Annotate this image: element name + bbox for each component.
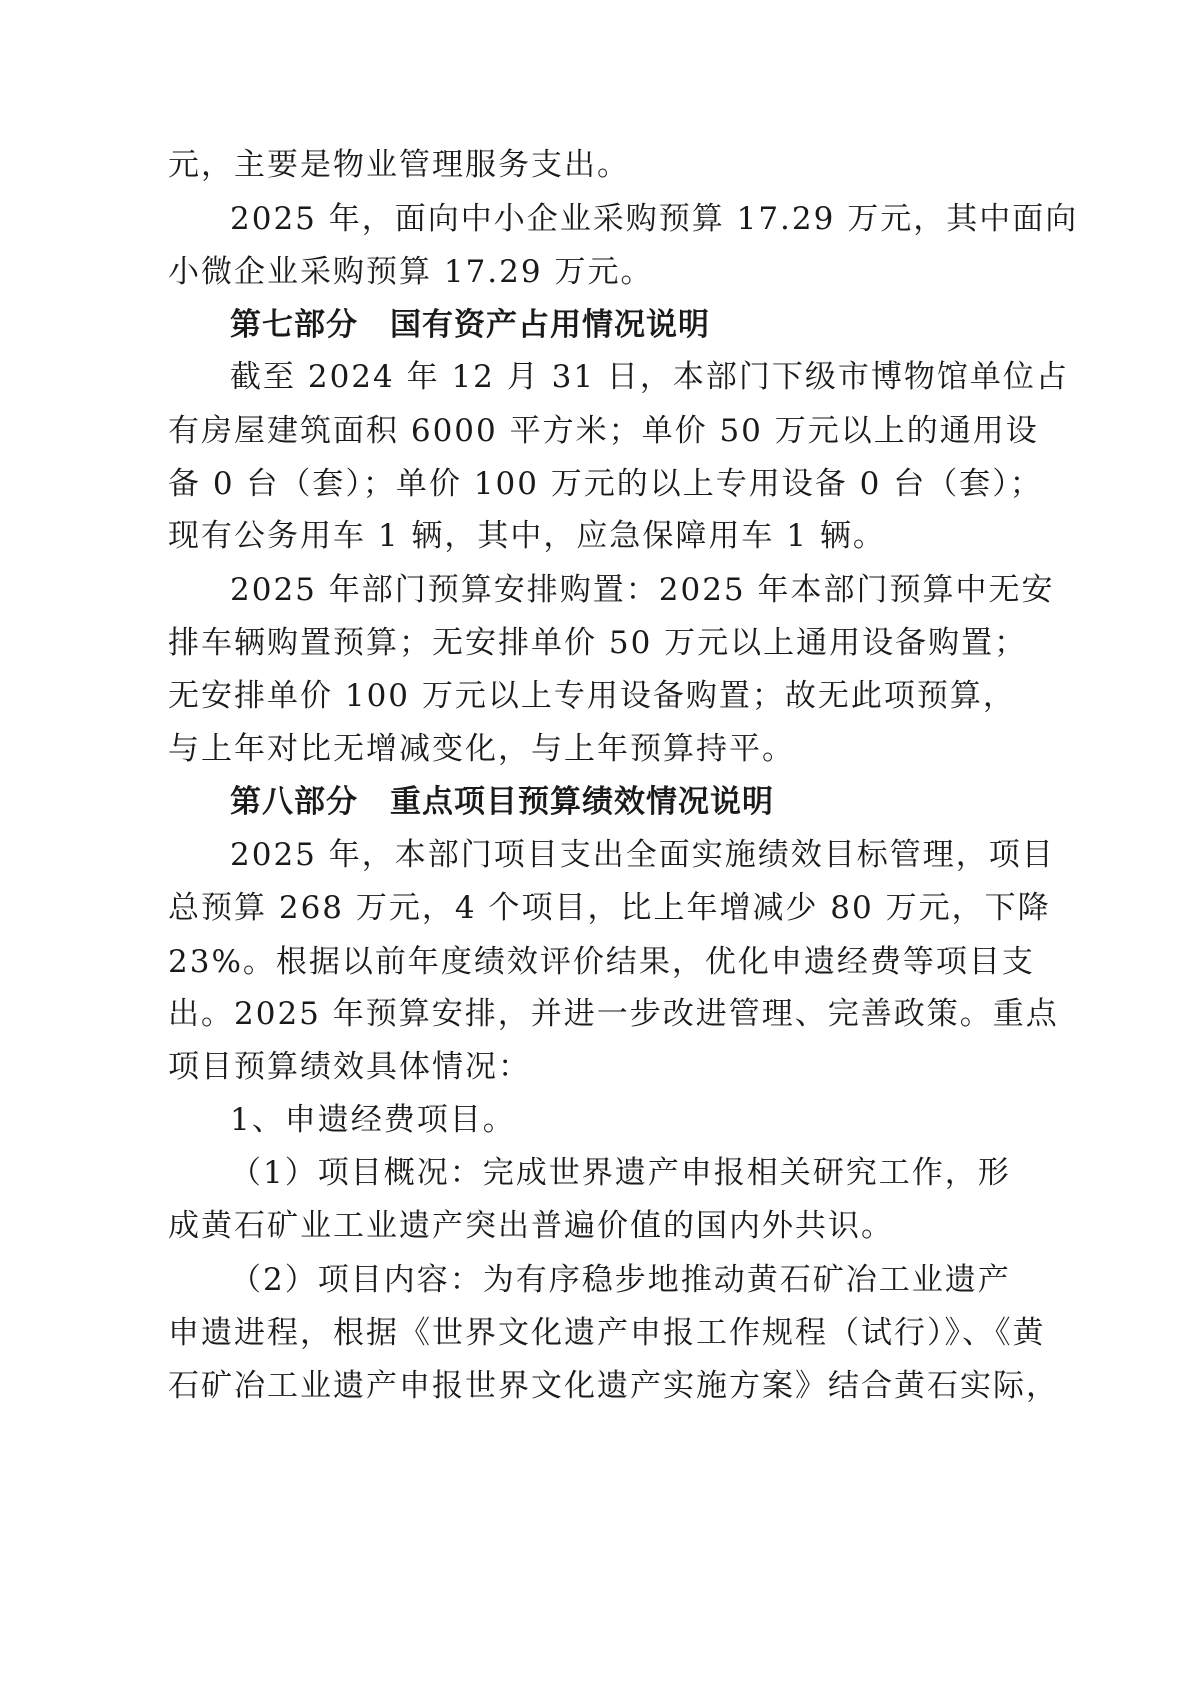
paragraph-line: 石矿冶工业遗产申报世界文化遗产实施方案》结合黄石实际， <box>168 1368 1059 1404</box>
paragraph-line: 23%。根据以前年度绩效评价结果，优化申遗经费等项目支 <box>168 944 1035 980</box>
paragraph-line: 与上年对比无增减变化，与上年预算持平。 <box>168 731 795 767</box>
section-heading-8: 第八部分 重点项目预算绩效情况说明 <box>230 784 774 820</box>
paragraph-line: 2025 年部门预算安排购置：2025 年本部门预算中无安 <box>230 572 1055 608</box>
paragraph-line: 无安排单价 100 万元以上专用设备购置；故无此项预算， <box>168 678 1016 714</box>
paragraph-line: 出。2025 年预算安排，并进一步改进管理、完善政策。重点 <box>168 996 1059 1032</box>
paragraph-line: （1）项目概况：完成世界遗产申报相关研究工作，形 <box>230 1155 1011 1191</box>
section-heading-7: 第七部分 国有资产占用情况说明 <box>230 307 710 343</box>
paragraph-line: 排车辆购置预算；无安排单价 50 万元以上通用设备购置； <box>168 625 1028 661</box>
paragraph-line: 备 0 台（套）；单价 100 万元的以上专用设备 0 台（套）； <box>168 466 1043 502</box>
paragraph-line: 截至 2024 年 12 月 31 日，本部门下级市博物馆单位占 <box>230 359 1069 395</box>
paragraph-line: 元，主要是物业管理服务支出。 <box>168 147 630 183</box>
paragraph-line: 现有公务用车 1 辆，其中，应急保障用车 1 辆。 <box>168 518 886 554</box>
paragraph-line: 有房屋建筑面积 6000 平方米；单价 50 万元以上的通用设 <box>168 413 1039 449</box>
paragraph-line: 小微企业采购预算 17.29 万元。 <box>168 254 654 290</box>
paragraph-line: 总预算 268 万元，4 个项目，比上年增减少 80 万元，下降 <box>168 890 1051 926</box>
paragraph-line: 成黄石矿业工业遗产突出普遍价值的国内外共识。 <box>168 1208 894 1244</box>
paragraph-line: （2）项目内容：为有序稳步地推动黄石矿冶工业遗产 <box>230 1262 1011 1298</box>
paragraph-line: 2025 年，面向中小企业采购预算 17.29 万元，其中面向 <box>230 201 1079 237</box>
paragraph-line: 2025 年，本部门项目支出全面实施绩效目标管理，项目 <box>230 837 1055 873</box>
paragraph-line: 项目预算绩效具体情况： <box>168 1049 531 1085</box>
list-item-heading: 1、申遗经费项目。 <box>230 1102 516 1138</box>
paragraph-line: 申遗进程，根据《世界文化遗产申报工作规程（试行）》、《黄 <box>168 1315 1046 1351</box>
